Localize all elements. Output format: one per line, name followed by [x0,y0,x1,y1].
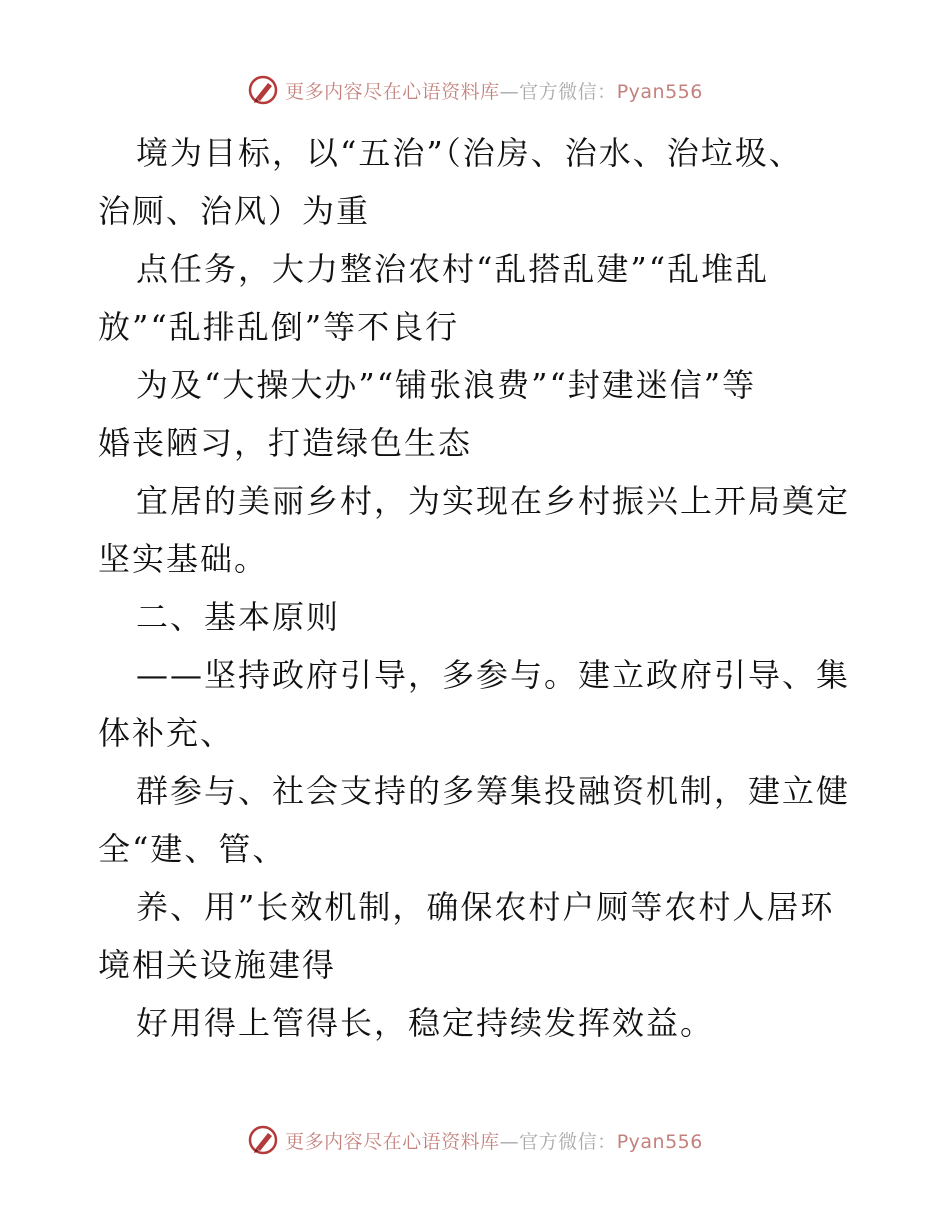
watermark-text: 更多内容尽在心语资料库—官方微信：Pyan556 [285,80,703,103]
text-line: 宜居的美丽乡村，为实现在乡村振兴上开局奠定 [136,482,851,520]
text-line: 全“建、管、 [98,830,287,868]
text-line: 坚实基础。 [98,540,269,578]
text-line: 体补充、 [98,714,235,752]
text-line: 点任务，大力整治农村“乱搭乱建”“乱堆乱 [136,250,770,288]
text-line: 婚丧陋习，打造绿色生态 [98,424,473,462]
text-line: 好用得上管得长，稳定持续发挥效益。 [136,1004,715,1042]
text-line: 二、基本原则 [136,598,341,636]
pen-logo-icon [247,74,279,106]
header-watermark [0,70,950,110]
footer-watermark [0,1120,950,1160]
text-line: 群参与、社会支持的多筹集投融资机制，建立健 [136,772,851,810]
text-line: 为及“大操大办”“铺张浪费”“封建迷信”等 [136,366,757,404]
text-line: 境相关设施建得 [98,946,337,984]
document-body [98,124,858,1052]
pen-logo-icon [247,1124,279,1156]
text-line: 境为目标，以“五治”（治房、治水、治垃圾、 [136,134,803,172]
watermark-text: 更多内容尽在心语资料库—官方微信：Pyan556 [285,1130,703,1153]
text-line: 养、用”长效机制，确保农村户厕等农村人居环 [136,888,835,926]
text-line: ——坚持政府引导，多参与。建立政府引导、集 [136,656,851,694]
text-line: 治厕、治风）为重 [98,192,371,230]
text-line: 放”“乱排乱倒”等不良行 [98,308,460,346]
